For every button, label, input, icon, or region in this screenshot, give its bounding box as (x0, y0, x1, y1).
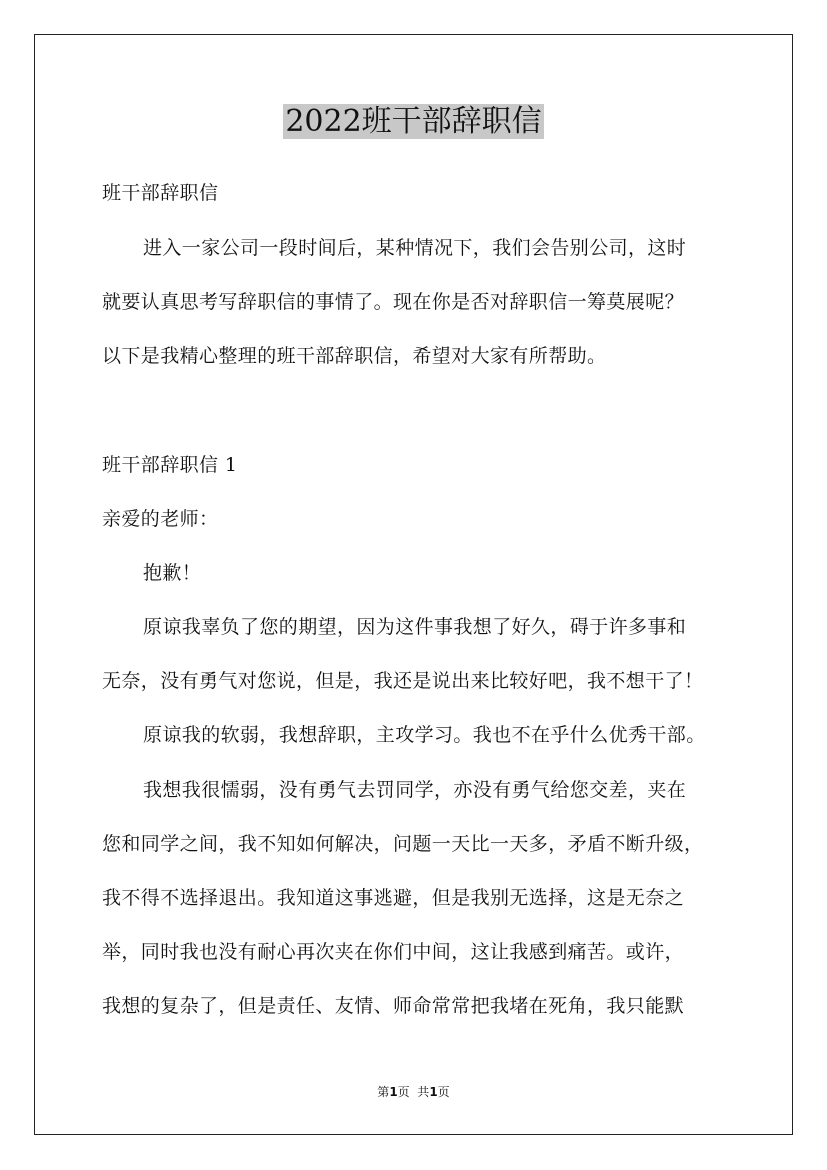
intro-line-3: 以下是我精心整理的班干部辞职信，希望对大家有所帮助。 (102, 345, 607, 367)
body-line-7: 我不得不选择退出。我知道这事逃避，但是我别无选择，这是无奈之 (102, 887, 685, 909)
body-line-5: 我想我很懦弱，没有勇气去罚同学，亦没有勇气给您交差，夹在 (143, 779, 687, 801)
footer-page-current: 1 (389, 1085, 398, 1099)
footer-page-total: 1 (429, 1085, 438, 1099)
body-line-3: 无奈，没有勇气对您说，但是，我还是说出来比较好吧，我不想干了！ (102, 670, 704, 692)
body-line-1: 抱歉！ (143, 562, 202, 584)
intro-line-2: 就要认真思考写辞职信的事情了。现在你是否对辞职信一筹莫展呢？ (102, 291, 685, 313)
page-footer (0, 1084, 827, 1100)
intro-line-1: 进入一家公司一段时间后，某种情况下，我们会告别公司，这时 (143, 237, 687, 259)
body-line-6: 您和同学之间，我不知如何解决，问题一天比一天多，矛盾不断升级， (102, 833, 704, 855)
body-line-8: 举，同时我也没有耐心再次夹在你们中间，这让我感到痛苦。或许， (102, 941, 685, 963)
footer-label-post: 页 (437, 1085, 450, 1099)
section-heading: 班干部辞职信 (102, 182, 219, 204)
document-title (0, 102, 827, 142)
body-line-2: 原谅我辜负了您的期望，因为这件事我想了好久，碍于许多事和 (143, 616, 687, 638)
letter-title: 班干部辞职信 1 (102, 454, 238, 476)
body-line-4: 原谅我的软弱，我想辞职，主攻学习。我也不在乎什么优秀干部。 (143, 724, 706, 746)
footer-label-mid: 页 共 (397, 1085, 430, 1099)
footer-label-pre: 第 (377, 1085, 390, 1099)
body-line-9: 我想的复杂了，但是责任、友情、师命常常把我堵在死角，我只能默 (102, 995, 685, 1017)
document-title-text: 2022班干部辞职信 (285, 104, 542, 139)
salutation: 亲爱的老师： (102, 508, 219, 530)
